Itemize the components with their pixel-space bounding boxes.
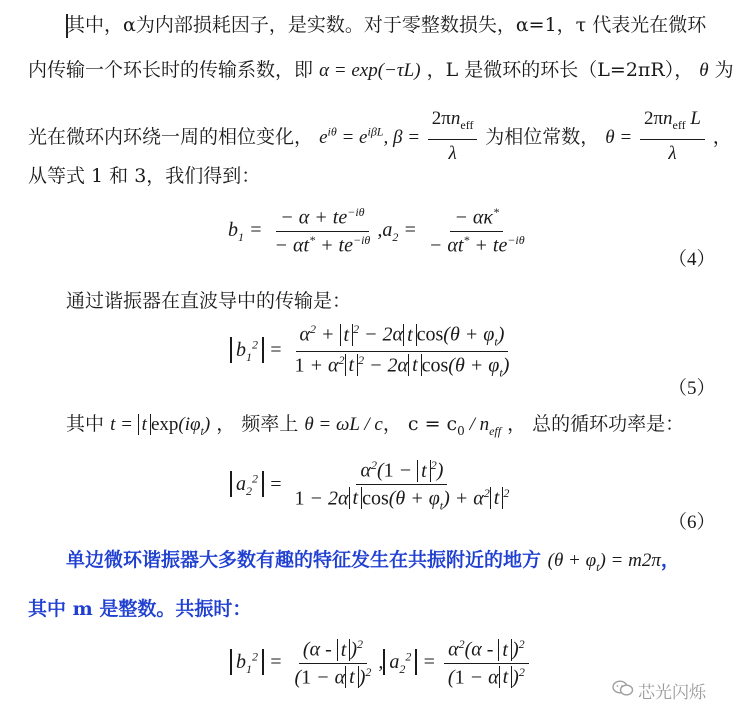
equation-7: $b_1^2$ = $\frac{(\alpha - t )^2}{(1 - \alpha t )^2}$ , $a_2^2$ = $\frac{\alpha^2(\alpha - t )^2}{(1 - \alpha t )^2}$ (230, 637, 532, 689)
phase-formula: $e^{i\theta} = e^{i\beta L}$, β = $\frac{2\pi n_{eff}}{\lambda}$ (319, 127, 485, 148)
highlight-text-1-end: ， (660, 549, 680, 571)
text-line-3c: ， (712, 125, 732, 148)
theta-frequency: θ = ωL / c (304, 414, 383, 435)
equation-5-number: （5） (668, 378, 716, 399)
equation-4: $b_1$ = $\frac{- \alpha + te^{-i\theta}}{- \alpha t^* + te^{-i\theta}}$ $,a_2$ = $\frac{- \alpha\kappa^*}{- \alpha t^* + te^{-i\theta}}$ (228, 205, 525, 257)
paragraph-line-3 (28, 108, 732, 169)
text-line-3b: 为相位常数， (485, 125, 600, 148)
highlight-line-1 (66, 547, 680, 580)
resonance-condition: $(\theta + \varphi_t) = m2\pi$ (547, 550, 661, 574)
paragraph-line-2 (28, 57, 734, 84)
equation-6: $a_2^2$ = $\frac{\alpha^2(1 - t ^2)}{1 - 2\alpha t \cos(\theta + \varphi_t) + \alpha^2 t ^2}$ (230, 458, 516, 513)
paragraph-line-4 (28, 163, 260, 189)
wechat-icon (612, 679, 634, 697)
highlight-text-1: 单边微环谐振器大多数有趣的特征发生在共振附近的地方 (66, 549, 542, 571)
highlight-line-2 (28, 596, 251, 622)
c-neff: / $n_{eff}$ (464, 414, 502, 438)
text-line-1: 其中，α为内部损耗因子，是实数。对于零整数损失，α=1，τ 代表光在微环 (66, 14, 707, 36)
theta-formula: θ = $\frac{2\pi n_{eff} L}{\lambda}$ (605, 127, 712, 148)
alpha-exp-formula: α = exp(−τL) (319, 60, 421, 81)
text-line-3a: 光在微环内环绕一周的相位变化， (28, 125, 314, 148)
text-para-3d: ， 总的循环功率是： (507, 413, 685, 435)
text-para-3a: 其中 (66, 413, 105, 435)
equation-4-number: （4） (668, 249, 716, 270)
paragraph-2 (66, 288, 351, 314)
text-para-3b: ， 频率上 (216, 413, 299, 435)
highlight-text-2: 其中 m 是整数。共振时： (28, 598, 252, 620)
equation-5: $b_1^2$ = $\frac{\alpha^2 + t ^2 - 2\alpha t \cos(\theta + \varphi_t)}{1 + \alpha^2 t ^2 - 2\alpha t \cos(\theta + \varphi_t)}$ (230, 322, 516, 380)
t-definition: t = t $\exp(i\varphi_t)$ (110, 414, 211, 438)
text-para-2: 通过谐振器在直波导中的传输是： (66, 290, 352, 312)
equation-6-number: （6） (668, 512, 716, 533)
text-line-2b: ，L 是微环的环长（L=2πR）， (426, 59, 694, 81)
paragraph-line-1 (28, 12, 706, 38)
text-line-4: 从等式 1 和 3，我们得到： (28, 165, 261, 187)
paragraph-3: 其中 t = t $\exp(i\varphi_t)$ ， 频率上 θ = ωL / c， $c = c_0 / n_{eff}$ ， 总的循环功率是： (66, 413, 685, 438)
text-line-2a: 内传输一个环长时的传输系数，即 (28, 59, 314, 81)
text-para-3c: ， c = c (382, 413, 458, 435)
theta-symbol: θ (699, 60, 709, 81)
watermark-text: 芯光闪烁 (638, 683, 706, 703)
text-line-2c: 为 (708, 59, 734, 81)
